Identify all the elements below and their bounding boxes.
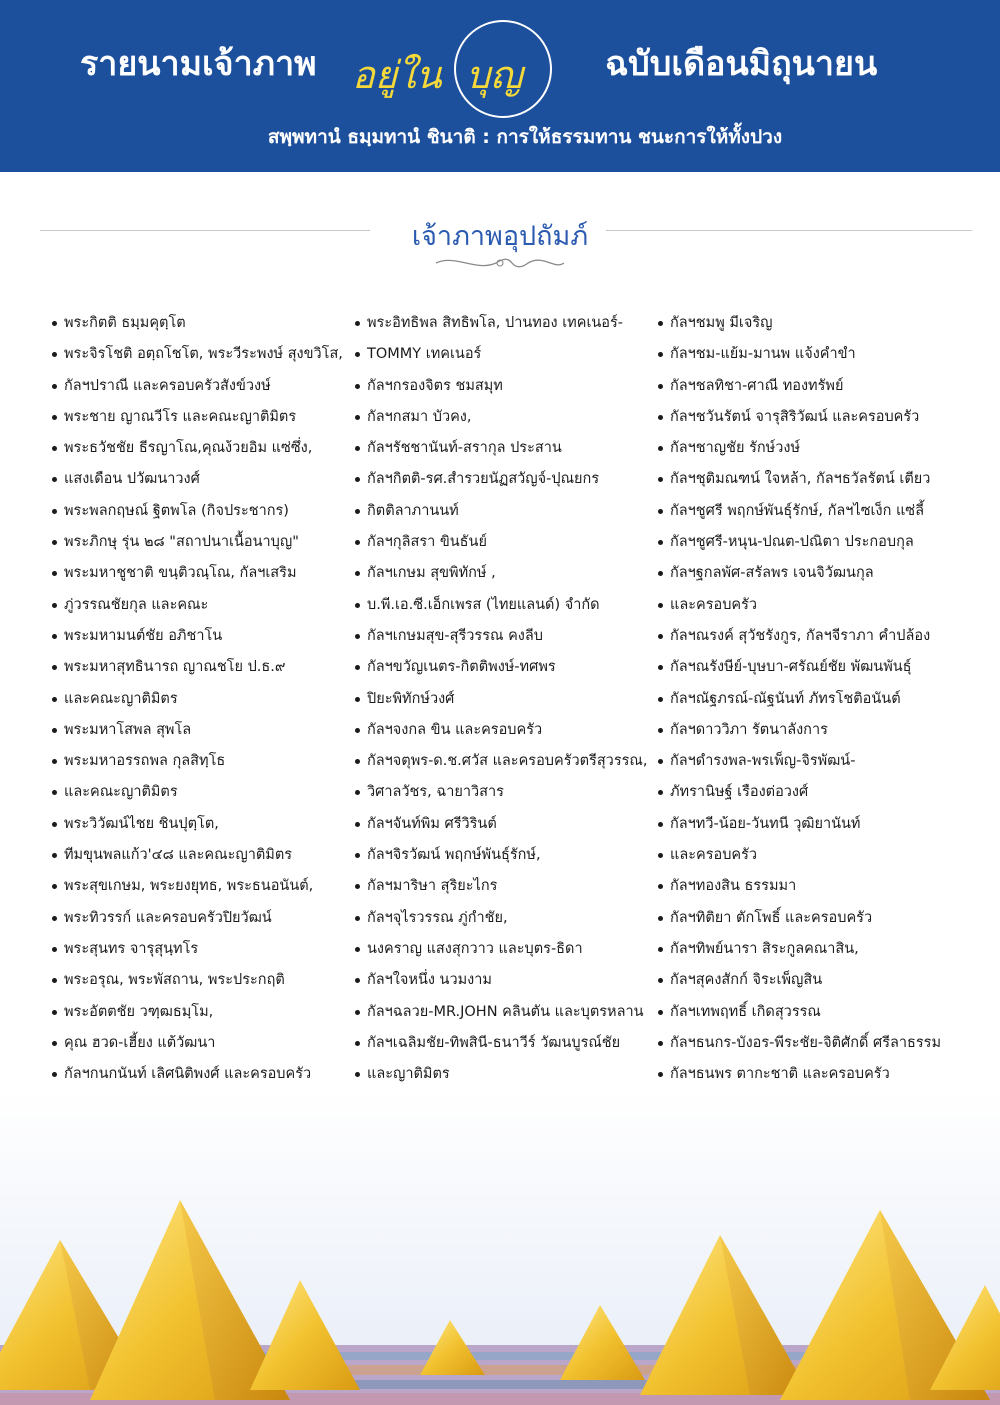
sponsor-entry: กัลฯชลทิชา-ศาณี ทองทรัพย์ <box>658 371 993 402</box>
sponsor-entry: ภัทรานิษฐ์ เรืองต่อวงศ์ <box>658 777 993 808</box>
sponsor-entry: พระพลกฤษณ์ ฐิตพโล (กิจประชากร) <box>52 496 352 527</box>
sponsor-entry: กัลฯเทพฤทธิ์ เกิดสุวรรณ <box>658 997 993 1028</box>
sponsor-entry: พระกิตติ ธมฺมคุตฺโต <box>52 308 352 339</box>
sponsor-column-2 <box>355 308 655 1090</box>
title-left: รายนามเจ้าภาพ <box>80 44 317 84</box>
sponsor-entry: กัลฯใจหนึ่ง นวมงาม <box>355 965 655 996</box>
sponsor-entry: พระวิวัฒน์ไชย ชินปุตฺโต, <box>52 809 352 840</box>
sponsor-entry: กัลฯจิรวัฒน์ พฤกษ์พันธุ์รักษ์, <box>355 840 655 871</box>
sponsor-entry: กัลฯปราณี และครอบครัวสังข์วงษ์ <box>52 371 352 402</box>
sponsor-entry: พระมหาอรรถพล กุลสิทฺโธ <box>52 746 352 777</box>
sponsor-entry: ทีมขุนพลแก้ว'๔๘ และคณะญาติมิตร <box>52 840 352 871</box>
sponsor-entry: กัลฯชาญชัย รักษ์วงษ์ <box>658 433 993 464</box>
sponsor-entry: กัลฯกนกนันท์ เลิศนิติพงศ์ และครอบครัว <box>52 1059 352 1090</box>
sponsor-entry: พระมหาชูชาติ ขนฺติวณฺโณ, กัลฯเสริม <box>52 558 352 589</box>
sponsor-entry: กัลฯณรงค์ สุวัชรังกูร, กัลฯจีราภา คำปล้อง <box>658 621 993 652</box>
sponsor-entry: กัลฯชวันรัตน์ จารุสิริวัฒน์ และครอบครัว <box>658 402 993 433</box>
sponsor-entry: บ.พี.เอ.ซี.เอ็กเพรส (ไทยแลนด์) จำกัด <box>355 590 655 621</box>
logo-text-left: อยู่ใน <box>352 53 442 97</box>
header-banner <box>0 0 1000 172</box>
sponsor-entry: กัลฯณัฐภรณ์-ณัฐนันท์ ภัทรโชติอนันต์ <box>658 684 993 715</box>
sponsor-entry: กัลฯกิตติ-รศ.สำรวยนัฏสวัญจ์-ปุณยกร <box>355 464 655 495</box>
sponsor-entry: กัลฯดำรงพล-พรเพ็ญ-จิรพัฒน์- <box>658 746 993 777</box>
sponsor-column-3 <box>658 308 993 1090</box>
sponsor-entry: และครอบครัว <box>658 590 993 621</box>
sponsor-entry: พระทิวรรก์ และครอบครัวปิยวัฒน์ <box>52 903 352 934</box>
sponsor-entry: และคณะญาติมิตร <box>52 777 352 808</box>
sponsor-entry: พระมหาสุทธินารถ ญาณชโย ป.ธ.๙ <box>52 652 352 683</box>
sponsor-entry: และคณะญาติมิตร <box>52 684 352 715</box>
sponsor-entry: พระมหาโสพล สุพโล <box>52 715 352 746</box>
sponsor-entry: พระสุนทร จารุสุนฺทโร <box>52 934 352 965</box>
sponsor-entry: กัลฯกสมา บัวคง, <box>355 402 655 433</box>
sponsor-entry: กัลฯจันท์พิม ศรีวิรินต์ <box>355 809 655 840</box>
sponsor-entry: กัลฯธนพร ตากะชาติ และครอบครัว <box>658 1059 993 1090</box>
sponsor-entry: กัลฯเกษมสุข-สุรีวรรณ คงลีบ <box>355 621 655 652</box>
sponsor-entry: กัลฯทิติยา ตักโพธิ์ และครอบครัว <box>658 903 993 934</box>
sponsor-entry: กัลฯเฉลิมชัย-ทิพสินี-ธนาวีร์ วัฒนบูรณ์ชัย <box>355 1028 655 1059</box>
sponsor-entry: กัลฯทวี-น้อย-วันทนี วุฒิยานันท์ <box>658 809 993 840</box>
sponsor-entry: TOMMY เทคเนอร์ <box>355 339 655 370</box>
sponsor-entry: กัลฯทิพย์นารา สิระกูลคณาสิน, <box>658 934 993 965</box>
sponsor-entry: และญาติมิตร <box>355 1059 655 1090</box>
sponsor-entry: กัลฯทองสิน ธรรมมา <box>658 871 993 902</box>
sponsor-entry: กัลฯณรังษีย์-บุษบา-ศรัณย์ชัย พัฒนพันธุ์ <box>658 652 993 683</box>
sponsor-entry: กัลฯกรองจิตร ชมสมุท <box>355 371 655 402</box>
sponsor-entry: กัลฯชมพู มีเจริญ <box>658 308 993 339</box>
sponsor-entry: กัลฯชม-แย้ม-มานพ แจ้งคำขำ <box>658 339 993 370</box>
sponsor-entry: คุณ ฮวด-เฮี้ยง แต้วัฒนา <box>52 1028 352 1059</box>
sponsor-entry: กิตติลาภานนท์ <box>355 496 655 527</box>
logo <box>352 20 577 120</box>
sponsor-entry: กัลฯชูศรี พฤกษ์พันธุ์รักษ์, กัลฯไซเง็ก แซ่ลี้ <box>658 496 993 527</box>
sponsor-entry: กัลฯสุคงสักก์ จิระเพ็ญสิน <box>658 965 993 996</box>
sponsor-entry: พระอรุณ, พระพัสถาน, พระประกฤติ <box>52 965 352 996</box>
title-right: ฉบับเดือนมิถุนายน <box>605 44 878 84</box>
sponsor-entry: พระจิรโชติ อตฺถโชโต, พระวีระพงษ์ สุงขวิโส, <box>52 339 352 370</box>
sponsor-entry: นงคราญ แสงสุกวาว และบุตร-ธิดา <box>355 934 655 965</box>
header-subtitle: สพฺพทานํ ธมฺมทานํ ชินาติ : การให้ธรรมทาน ชนะการให้ทั้งปวง <box>267 126 783 148</box>
sponsor-entry: ภู่วรรณชัยกุล และคณะ <box>52 590 352 621</box>
sponsor-entry: กัลฯมาริษา สุริยะไกร <box>355 871 655 902</box>
sponsor-entry: กัลฯรัชชานันท์-สรากุล ประสาน <box>355 433 655 464</box>
sponsor-entry: กัลฯจตุพร-ด.ช.ศวัส และครอบครัวตรีสุวรรณ, <box>355 746 655 777</box>
sponsor-entry: กัลฯฐกลพัศ-สรัลพร เจนจิวัฒนกุล <box>658 558 993 589</box>
sponsor-entry: กัลฯกุลิสรา ขินธันย์ <box>355 527 655 558</box>
sponsor-entry: พระอัตตชัย วฑฺฒธมฺโม, <box>52 997 352 1028</box>
sponsor-entry: กัลฯชุติมณฑน์ ใจหล้า, กัลฯธวัลรัตน์ เตียว <box>658 464 993 495</box>
logo-text-right: บุญ <box>466 53 523 97</box>
sponsor-entry: แสงเดือน ปวัฒนาวงศ์ <box>52 464 352 495</box>
sponsor-entry: วิศาลวัชร, ฉายาวิสาร <box>355 777 655 808</box>
sponsor-entry: กัลฯขวัญเนตร-กิตติพงษ์-ทศพร <box>355 652 655 683</box>
sponsor-entry: กัลฯฉลวย-MR.JOHN คลินตัน และบุตรหลาน <box>355 997 655 1028</box>
sponsor-entry: กัลฯชูศรี-หนุน-ปณต-ปณิตา ประกอบกุล <box>658 527 993 558</box>
section-title: เจ้าภาพอุปถัมภ์ <box>411 221 589 252</box>
sponsor-entry: พระสุขเกษม, พระยงยุทธ, พระธนอนันต์, <box>52 871 352 902</box>
sponsor-entry: พระธวัชชัย ธีรญาโณ,คุณง้วยอิม แซ่ซึ่ง, <box>52 433 352 464</box>
sponsor-entry: พระมหามนต์ชัย อภิชาโน <box>52 621 352 652</box>
sponsor-entry: พระชาย ญาณวีโร และคณะญาติมิตร <box>52 402 352 433</box>
sponsor-entry: และครอบครัว <box>658 840 993 871</box>
sponsor-entry: กัลฯเกษม สุขพิทักษ์ , <box>355 558 655 589</box>
sponsor-entry: ปิยะพิทักษ์วงศ์ <box>355 684 655 715</box>
sponsor-entry: พระภิกษุ รุ่น ๒๘ "สถาปนาเนื้อนาบุญ" <box>52 527 352 558</box>
sponsor-entry: กัลฯธนกร-บังอร-พีระชัย-จิติศักดิ์ ศรีลาธรรม <box>658 1028 993 1059</box>
sponsor-entry: กัลฯจุไรวรรณ ภู่กำชัย, <box>355 903 655 934</box>
flourish-ornament <box>432 252 568 274</box>
sponsor-entry: พระอิทธิพล สิทธิพโล, ปานทอง เทคเนอร์- <box>355 308 655 339</box>
sponsor-column-1 <box>52 308 352 1090</box>
pyramid-scene <box>0 1090 1000 1405</box>
sponsor-entry: กัลฯจงกล ขิน และครอบครัว <box>355 715 655 746</box>
sponsor-entry: กัลฯดาววิภา รัตนาลังการ <box>658 715 993 746</box>
